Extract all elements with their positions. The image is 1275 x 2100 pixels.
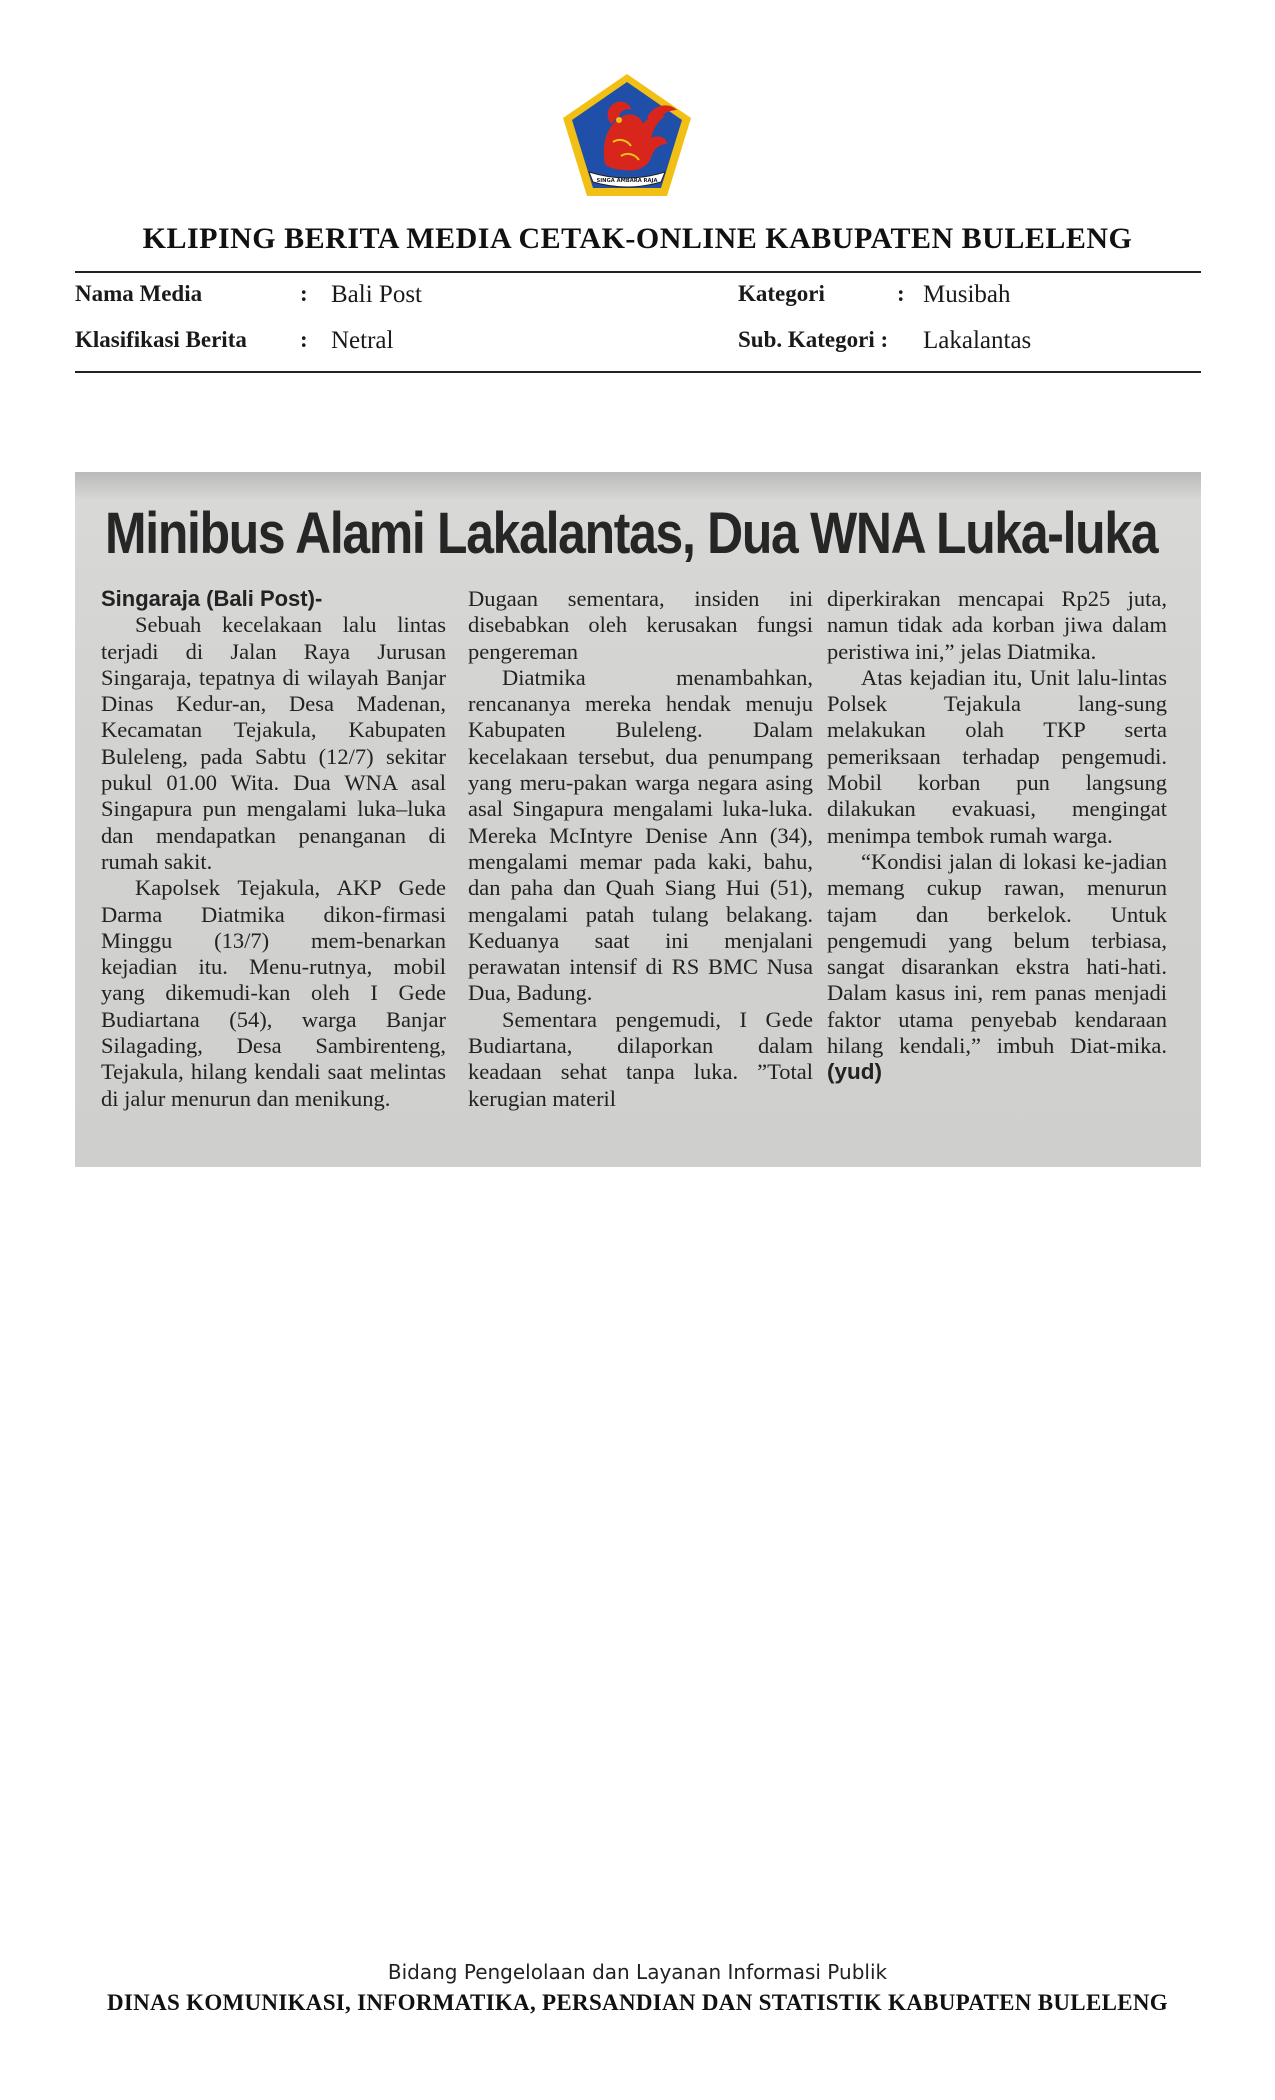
logo-banner-text: SINGA AMBARA RAJA [596,178,658,184]
article-paragraph: diperkirakan mencapai Rp25 juta, namun tidak ada korban jiwa dalam peristiwa ini,” jelas Diatmika. [827,586,1167,664]
article-paragraph: Sementara pengemudi, I Gede Budiartana, dilaporkan dalam keadaan sehat tanpa luka. ”Total kerugian materil [468,1006,813,1111]
klasifikasi-separator: : [300,327,308,352]
nama-media-separator: : [300,281,308,306]
article-paragraph [827,849,1167,1086]
sub-kategori-value: Lakalantas [923,327,1032,354]
nama-media-label: Nama Media [75,281,203,306]
article-column-3 [827,586,1167,1086]
article-column-2 [468,586,813,1112]
article-column-1 [101,586,446,1112]
article-paragraph-text: “Kondisi jalan di lokasi ke-jadian memang cukup rawan, menurun tajam dan berkelok. Untuk pengemudi yang belum terbiasa, sangat disarankan ekstra hati-hati. Dalam kasus ini, rem panas menjadi faktor utama penyebab kendaraan hilang kendali,” imbuh Diat-mika. [827,848,1167,1059]
article-paragraph: Dugaan sementara, insiden ini disebabkan oleh kerusakan fungsi pengereman [468,586,813,664]
page-title: KLIPING BERITA MEDIA CETAK-ONLINE KABUPATEN BULELENG [142,222,1133,255]
kategori-label: Kategori [738,281,825,306]
footer-agency: DINAS KOMUNIKASI, INFORMATIKA, PERSANDIAN DAN STATISTIK KABUPATEN BULELENG [107,1990,1168,2015]
article-paragraph: Atas kejadian itu, Unit lalu-lintas Polsek Tejakula lang-sung melakukan olah TKP serta pemeriksaan terhadap pengemudi. Mobil korban pun langsung dilakukan evakuasi, mengingat menimpa tembok rumah warga. [827,664,1167,848]
singa-ambara-raja-icon [561,72,693,198]
header-divider-top [75,271,1201,273]
klasifikasi-label: Klasifikasi Berita [75,327,247,352]
nama-media-value: Bali Post [331,281,422,308]
article-headline: Minibus Alami Lakalantas, Dua WNA Luka-luka [105,501,1158,566]
article-paragraph: Kapolsek Tejakula, AKP Gede Darma Diatmika dikon-firmasi Minggu (13/7) mem-benarkan kejadian itu. Menu-rutnya, mobil yang dikemudi-kan oleh I Gede Budiartana (54), warga Banjar Silagading, Desa Sambirenteng, Tejakula, hilang kendali saat melintas di jalur menurun dan menikung. [101,875,446,1111]
buleleng-emblem-logo [561,72,693,198]
kategori-value: Musibah [923,281,1011,308]
news-clipping [75,472,1201,1167]
article-dateline: Singaraja (Bali Post)- [101,586,323,611]
klasifikasi-value: Netral [331,327,394,354]
sub-kategori-label: Sub. Kategori : [738,327,889,352]
header-divider-bottom [75,371,1201,373]
article-paragraph: Sebuah kecelakaan lalu lintas terjadi di Jalan Raya Jurusan Singaraja, tepatnya di wilayah Banjar Dinas Kedur-an, Desa Madenan, Kecamatan Tejakula, Kabupaten Buleleng, pada Sabtu (12/7) sekitar pukul 01.00 Wita. Dua WNA asal Singapura pun mengalami luka–luka dan mendapatkan penanganan di rumah sakit. [101,612,446,874]
article-signature: (yud) [827,1059,882,1085]
kategori-separator: : [897,281,905,306]
footer-department: Bidang Pengelolaan dan Layanan Informasi Publik [387,1960,888,1984]
article-paragraph: Diatmika menambahkan, rencananya mereka hendak menuju Kabupaten Buleleng. Dalam kecelakaan tersebut, dua penumpang yang meru-pakan warga negara asing asal Singapura mengalami luka-luka. Mereka McIntyre Denise Ann (34), mengalami memar pada kaki, bahu, dan paha dan Quah Siang Hui (51), mengalami patah tulang belakang. Keduanya saat ini menjalani perawatan intensif di RS BMC Nusa Dua, Badung. [468,664,813,1006]
